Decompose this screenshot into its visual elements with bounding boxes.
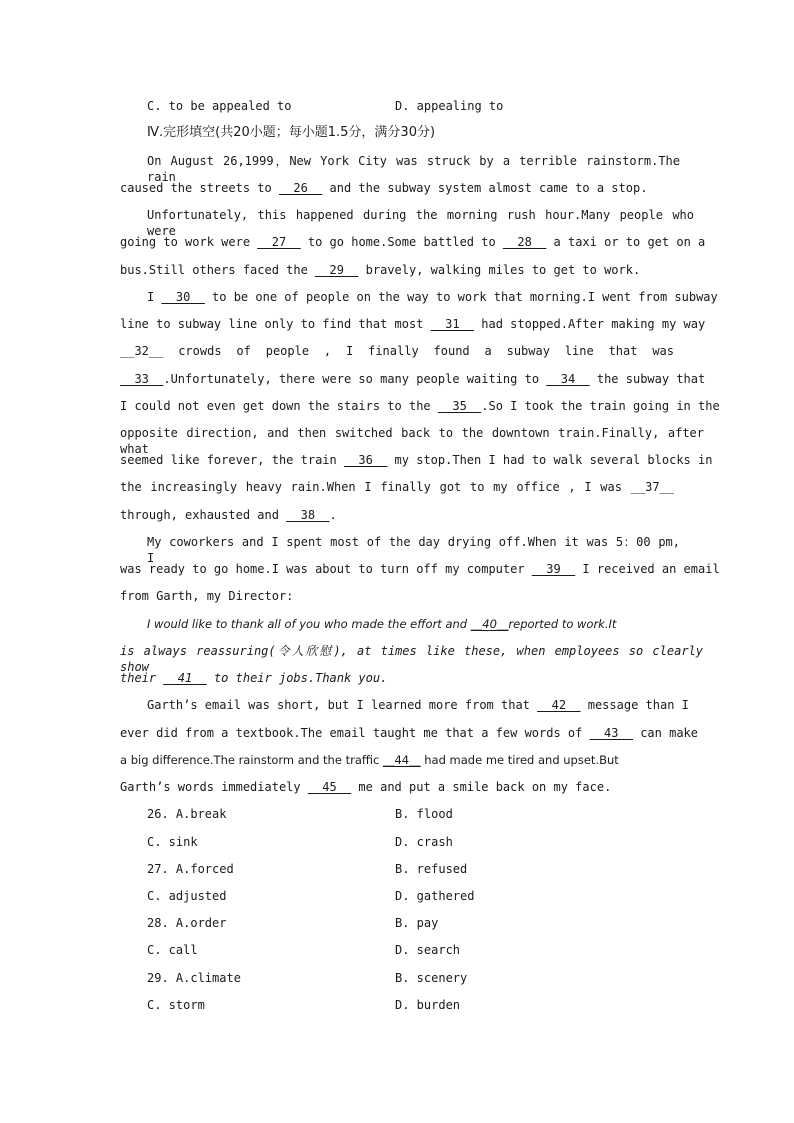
option-c-top: C. to be appealed to bbox=[147, 99, 292, 113]
blank-42: __42__ bbox=[537, 698, 581, 712]
blank-31: __31__ bbox=[430, 317, 475, 331]
blank-34: __34__ bbox=[546, 372, 590, 386]
blank-36: __36__ bbox=[343, 453, 388, 467]
question-28-option-b: B. pay bbox=[395, 916, 439, 930]
blank-26: __26__ bbox=[278, 181, 323, 195]
question-27-option-d: D. gathered bbox=[395, 889, 475, 903]
blank-38: __38__ bbox=[286, 508, 330, 522]
passage-line: Garth’s words immediately __45__ me and put a smile back on my face. bbox=[120, 780, 612, 794]
blank-35: __35__ bbox=[437, 399, 482, 413]
passage-line: Garth’s email was short, but I learned more from that __42__ message than I bbox=[147, 698, 689, 712]
passage-line: seemed like forever, the train __36__ my stop.Then I had to walk several blocks in bbox=[120, 453, 713, 467]
passage-line: bus.Still others faced the __29__ bravely, walking miles to get to work. bbox=[120, 263, 641, 277]
blank-40: __40__ bbox=[470, 617, 509, 631]
passage-line: from Garth, my Director: bbox=[120, 589, 294, 603]
passage-line: was ready to go home.I was about to turn off my computer __39__ I received an email bbox=[120, 562, 720, 576]
passage-line: __33__.Unfortunately, there were so many people waiting to __34__ the subway that bbox=[120, 372, 706, 386]
question-28-option-c: C. call bbox=[147, 943, 198, 957]
question-29-option-a: 29. A.climate bbox=[147, 971, 241, 985]
blank-29: __29__ bbox=[315, 263, 359, 277]
blank-30: __30__ bbox=[161, 290, 205, 304]
passage-line: a big difference.The rainstorm and the traffic __44__ had made me tired and upset.But bbox=[120, 753, 619, 767]
question-28-option-d: D. search bbox=[395, 943, 461, 957]
question-28-option-a: 28. A.order bbox=[147, 916, 227, 930]
passage-line: the increasingly heavy rain.When I finally got to my office , I was __37__ bbox=[120, 480, 674, 494]
question-29-option-b: B. scenery bbox=[395, 971, 468, 985]
question-26-option-b: B. flood bbox=[395, 807, 453, 821]
passage-line: On August 26,1999，New York City was struck by a terrible rainstorm.The rain bbox=[147, 154, 680, 184]
option-d-top: D. appealing to bbox=[395, 99, 504, 113]
question-29-option-d: D. burden bbox=[395, 998, 461, 1012]
blank-33: __33__ bbox=[120, 372, 164, 386]
passage-line: I could not even get down the stairs to the __35__.So I took the train going in the bbox=[120, 399, 720, 413]
blank-39: __39__ bbox=[531, 562, 576, 576]
question-29-option-c: C. storm bbox=[147, 998, 205, 1012]
passage-line: Unfortunately, this happened during the morning rush hour.Many people who were bbox=[147, 208, 694, 238]
question-27-option-b: B. refused bbox=[395, 862, 468, 876]
question-27-option-c: C. adjusted bbox=[147, 889, 227, 903]
passage-line: going to work were __27__ to go home.Some battled to __28__ a taxi or to get on a bbox=[120, 235, 706, 249]
passage-line: My coworkers and I spent most of the day drying off.When it was 5：00 pm, I bbox=[147, 535, 680, 565]
section-heading: Ⅳ.完形填空(共20小题；每小题1.5分，满分30分) bbox=[147, 125, 436, 140]
passage-line: caused the streets to __26__ and the subway system almost came to a stop. bbox=[120, 181, 648, 195]
blank-45: __45__ bbox=[307, 780, 352, 794]
email-line: I would like to thank all of you who made the effort and __40__reported to work.It bbox=[147, 617, 617, 631]
passage-line: __32__ crowds of people , I finally found a subway line that was bbox=[120, 344, 674, 358]
email-line: is always reassuring(令人欣慰), at times like these, when employees so clearly show bbox=[120, 644, 703, 674]
question-26-option-a: 26. A.break bbox=[147, 807, 227, 821]
blank-27: __27__ bbox=[257, 235, 301, 249]
passage-line: I __30__ to be one of people on the way to work that morning.I went from subway bbox=[147, 290, 718, 304]
blank-41: __41__ bbox=[163, 671, 207, 685]
email-line: their __41__ to their jobs.Thank you. bbox=[120, 671, 388, 685]
passage-line: line to subway line only to find that most __31__ had stopped.After making my way bbox=[120, 317, 706, 331]
blank-44: __44__ bbox=[382, 753, 421, 767]
question-27-option-a: 27. A.forced bbox=[147, 862, 234, 876]
question-26-option-c: C. sink bbox=[147, 835, 198, 849]
passage-line: through, exhausted and __38__. bbox=[120, 508, 337, 522]
question-26-option-d: D. crash bbox=[395, 835, 453, 849]
blank-28: __28__ bbox=[502, 235, 547, 249]
passage-line: ever did from a textbook.The email taught me that a few words of __43__ can make bbox=[120, 726, 698, 740]
passage-line: opposite direction, and then switched back to the downtown train.Finally, after what bbox=[120, 426, 704, 456]
blank-43: __43__ bbox=[589, 726, 633, 740]
